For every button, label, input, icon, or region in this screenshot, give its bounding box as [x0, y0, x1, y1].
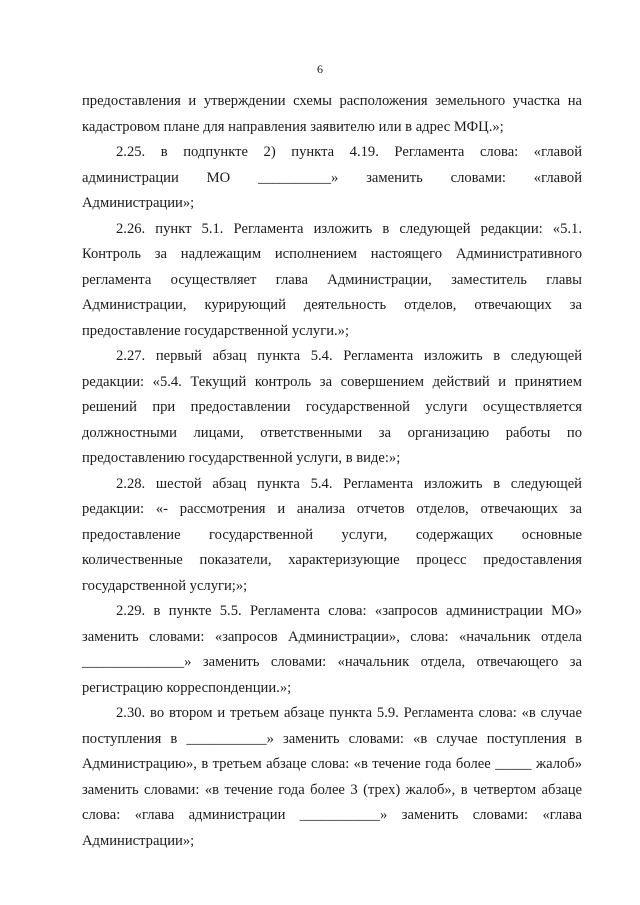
text-line: заменить словами: «в течение года более 3 (трех) жалоб», в четвертом абзаце: [82, 781, 582, 798]
text-line: решений при предоставлении государственной услуги осуществляется: [82, 399, 582, 415]
text-line: администрации МО __________» заменить словами: «главой: [82, 169, 582, 186]
text-line: ______________» заменить словами: «начальник отдела, отвечающего за: [82, 654, 582, 670]
text-line: 2.25. в подпункте 2) пункта 4.19. Регламента слова: «главой: [116, 144, 582, 160]
text-line: предоставления и утверждении схемы расположения земельного участка на: [82, 93, 582, 109]
text-line: 2.29. в пункте 5.5. Регламента слова: «запросов администрации МО»: [116, 603, 582, 619]
text-line: Администрацию», в третьем абзаце слова: «в течение года более _____ жалоб»: [82, 756, 582, 772]
text-line: регламента осуществляет глава Администрации, заместитель главы: [82, 271, 582, 288]
text-line: государственной услуги;»;: [82, 577, 248, 594]
text-line: заменить словами: «запросов Администрации», слова: «начальник отдела: [82, 628, 582, 645]
text-line: поступления в ___________» заменить словами: «в случае поступления в: [82, 730, 582, 747]
text-line: Администрации, курирующий деятельность отделов, отвечающих за: [82, 297, 582, 313]
text-line: Контроль за надлежащим исполнением настоящего Административного: [82, 246, 582, 262]
text-line: количественные показатели, характеризующие процесс предоставления: [82, 552, 582, 568]
text-line: редакции: «5.4. Текущий контроль за совершением действий и принятием: [82, 373, 582, 390]
page-number: 6: [317, 62, 323, 76]
text-line: кадастровом плане для направления заявителю или в адрес МФЦ.»;: [82, 118, 504, 135]
text-line: должностными лицами, ответственными за организацию работы по: [82, 424, 582, 441]
text-line: слова: «глава администрации ___________» заменить словами: «глава: [82, 807, 582, 823]
text-line: 2.27. первый абзац пункта 5.4. Регламента изложить в следующей: [116, 348, 582, 364]
text-line: 2.26. пункт 5.1. Регламента изложить в следующей редакции: «5.1.: [116, 220, 582, 237]
text-line: 2.30. во втором и третьем абзаце пункта 5.9. Регламента слова: «в случае: [116, 705, 582, 721]
text-line: регистрацию корреспонденции.»;: [82, 679, 292, 696]
text-line: предоставление государственной услуги.»;: [82, 322, 349, 339]
text-line: 2.28. шестой абзац пункта 5.4. Регламента изложить в следующей: [116, 475, 582, 492]
text-line: предоставлению государственной услуги, в виде:»;: [82, 450, 401, 466]
text-line: Администрации»;: [82, 195, 195, 211]
text-line: Администрации»;: [82, 832, 195, 849]
text-line: редакции: «- рассмотрения и анализа отчетов отделов, отвечающих за: [82, 501, 582, 517]
text-line: предоставление государственной услуги, содержащих основные: [82, 526, 582, 543]
